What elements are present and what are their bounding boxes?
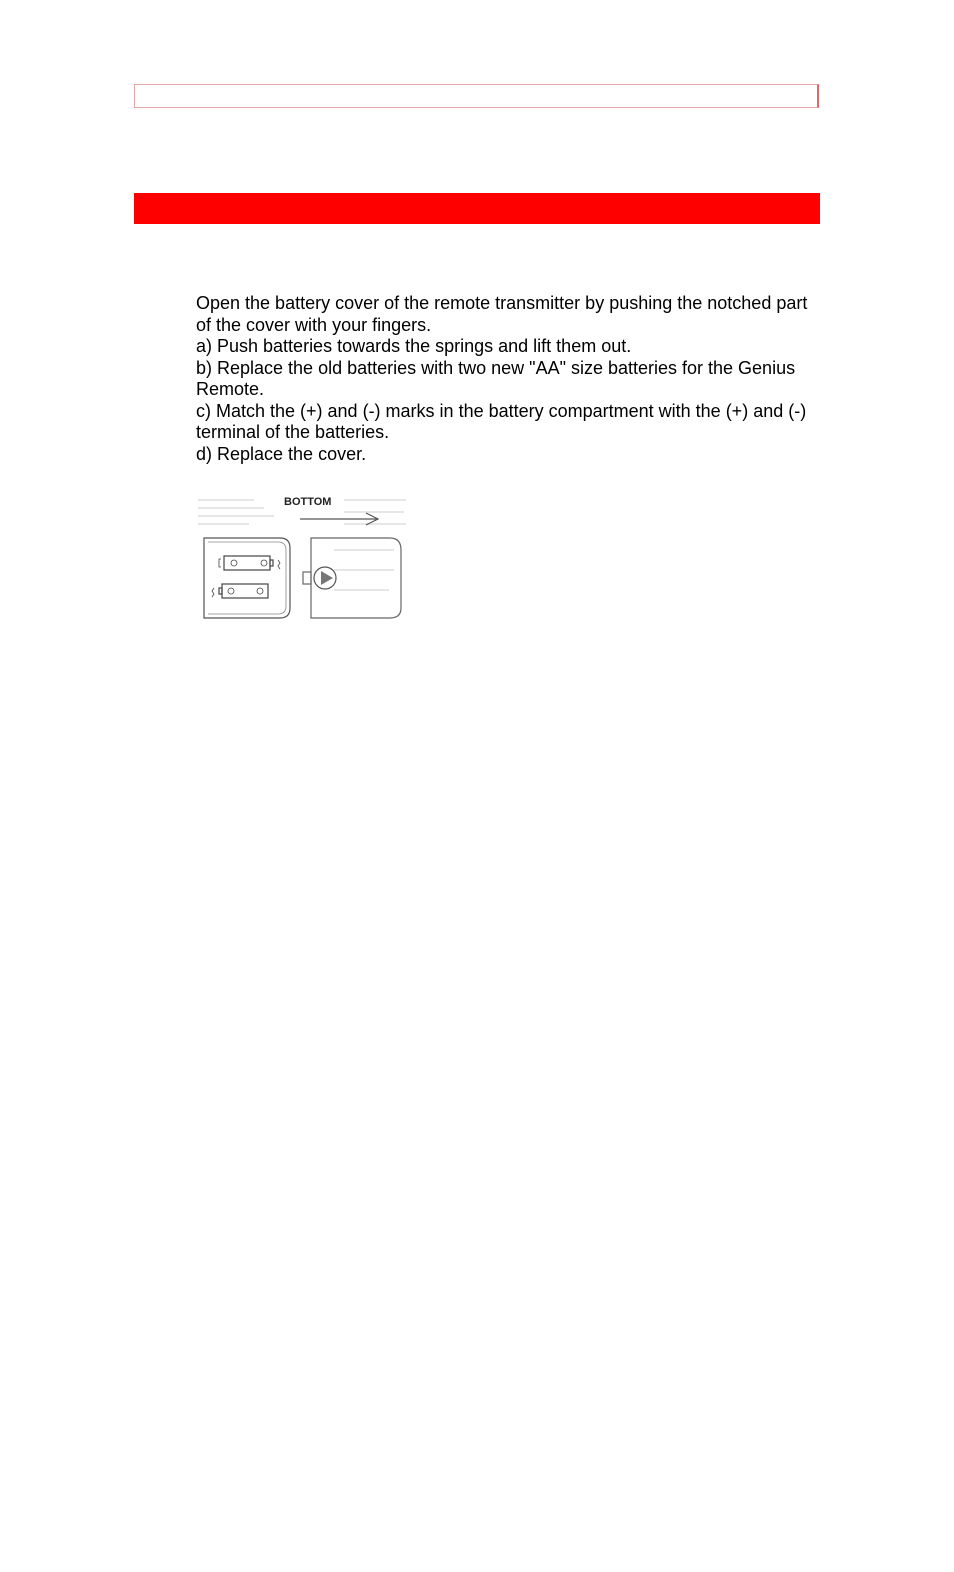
push-notch-icon bbox=[321, 571, 333, 585]
section-header-bar bbox=[134, 193, 820, 224]
instruction-step-a: a) Push batteries towards the springs and lift them out. bbox=[196, 336, 632, 356]
battery-compartment bbox=[204, 538, 290, 618]
figure-label: BOTTOM bbox=[284, 496, 332, 508]
instructions-intro: Open the battery cover of the remote transmitter by pushing the notched part of the cover with your fingers. bbox=[196, 293, 808, 335]
battery-instructions bbox=[196, 293, 816, 465]
battery-illustration-svg bbox=[194, 490, 410, 624]
faint-background-marks bbox=[198, 500, 406, 590]
instruction-step-d: d) Replace the cover. bbox=[196, 443, 367, 464]
top-frame bbox=[134, 84, 819, 108]
battery-compartment-illustration bbox=[194, 490, 410, 624]
instruction-step-b: b) Replace the old batteries with two new "AA" size batteries for the Genius Remote. bbox=[196, 357, 796, 399]
instruction-step-c: c) Match the (+) and (-) marks in the battery compartment with the (+) and (-) terminal of the batteries. bbox=[196, 400, 807, 442]
